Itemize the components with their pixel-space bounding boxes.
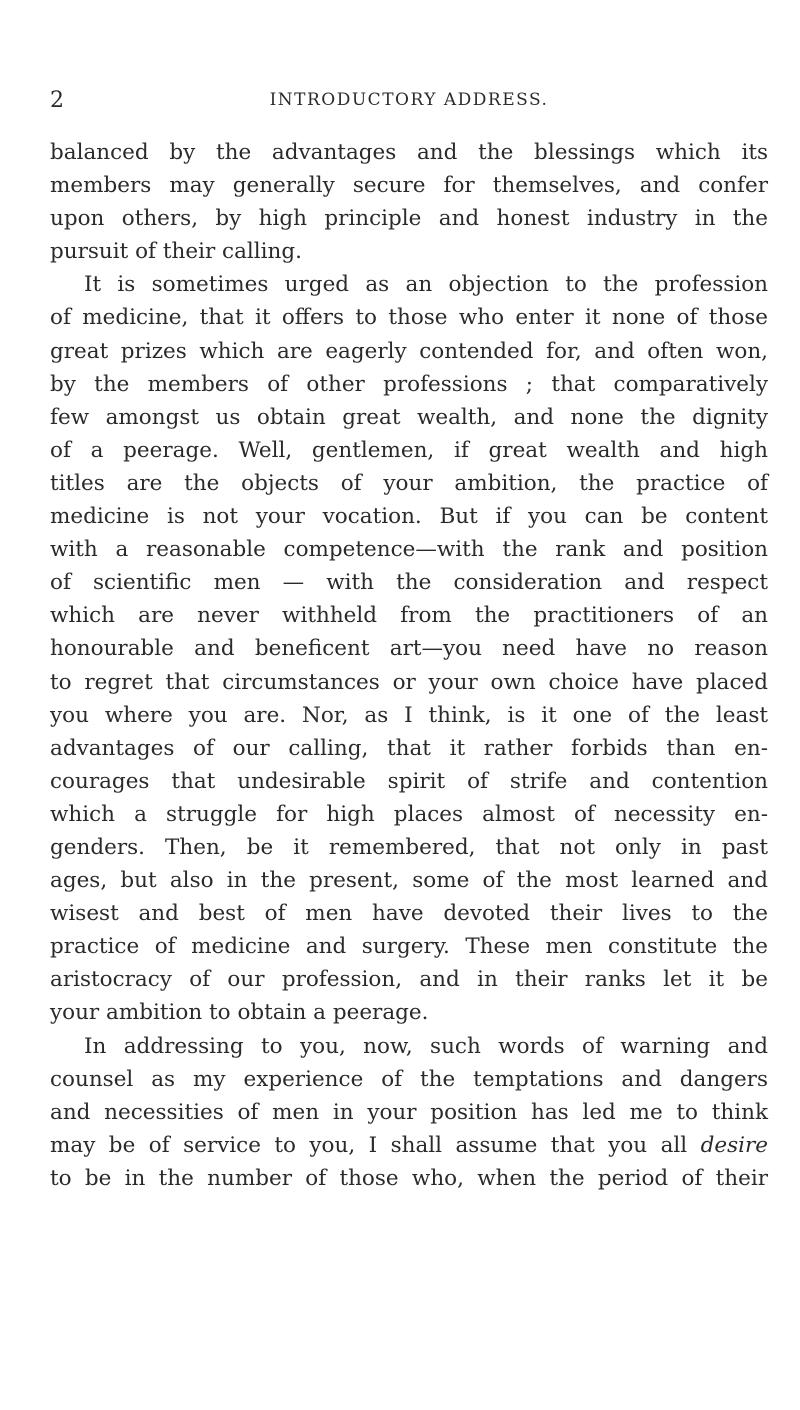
text-line [50,467,768,500]
text-line [50,1162,768,1195]
text-line-content: to be in the number of those who, when the period of their [50,1165,768,1191]
text-line-content: with a reasonable competence—with the rank and position [50,537,768,563]
text-line [50,599,768,632]
text-line [50,268,768,301]
text-line-content: great prizes which are eagerly contended for, and often won, [50,338,768,364]
text-line [50,897,768,930]
text-line [50,1096,768,1129]
text-line-content: members may generally secure for themselves, and confer [50,173,768,199]
text-line-content: practice of medicine and surgery. These men constitute the [50,934,768,960]
text-line-content: courages that undesirable spirit of strife and contention [50,768,768,794]
text-line-content: advantages of our calling, that it rather forbids than en- [50,735,768,761]
text-line [50,963,768,996]
text-line-content: you where you are. Nor, as I think, is it one of the least [50,702,768,728]
text-line [50,202,768,235]
text-line-content: pursuit of their calling. [50,239,302,265]
text-line-content: It is sometimes urged as an objection to the profession [84,272,768,298]
text-line [50,136,768,169]
text-line [50,401,768,434]
italic-word: desire [700,1132,768,1158]
text-line [50,930,768,963]
text-line-content: genders. Then, be it remembered, that not only in past [50,834,768,860]
text-line [50,666,768,699]
text-line-content: titles are the objects of your ambition, the practice of [50,470,768,496]
text-line [50,732,768,765]
text-line-content: which a struggle for high places almost of necessity en- [50,801,768,827]
text-line-content: your ambition to obtain a peerage. [50,1000,429,1026]
text-line [50,765,768,798]
text-line [50,996,768,1029]
text-line-content: In addressing to you, now, such words of warning and [84,1033,768,1059]
text-line-content: balanced by the advantages and the blessings which its [50,140,768,165]
running-head: INTRODUCTORY ADDRESS. [269,90,549,110]
text-line-content: ages, but also in the present, some of the most learned and [50,868,768,894]
text-line-content: and necessities of men in your position has led me to think [50,1099,768,1125]
text-line-content: counsel as my experience of the temptations and dangers [50,1066,768,1092]
text-line [50,500,768,533]
text-line [50,1129,768,1162]
text-line-content: upon others, by high principle and honest industry in the [50,206,768,232]
text-line-content: honourable and beneficent art—you need have no reason [50,636,768,662]
text-line [50,566,768,599]
text-line-content: of scientific men — with the consideration and respect [50,570,768,596]
page-number: 2 [50,88,64,113]
text-line-content: may be of service to you, I shall assume that you all [50,1132,701,1158]
text-line [50,169,768,202]
text-line [50,864,768,897]
text-line-content: which are never withheld from the practitioners of an [50,603,768,629]
text-line [50,831,768,864]
text-line [50,368,768,401]
text-line [50,434,768,467]
text-line [50,632,768,665]
text-line [50,798,768,831]
text-line [50,301,768,334]
text-line [50,235,768,268]
text-line-content: of a peerage. Well, gentlemen, if great wealth and high [50,437,768,463]
body-text [50,136,768,1195]
text-line [50,533,768,566]
text-line [50,1063,768,1096]
text-line-content: medicine is not your vocation. But if you can be content [50,504,768,530]
text-line [50,335,768,368]
text-line-content: wisest and best of men have devoted their lives to the [50,901,768,927]
text-line [50,699,768,732]
text-line-content [50,1129,768,1162]
text-line-content: to regret that circumstances or your own choice have placed [50,669,768,695]
text-line-content: aristocracy of our profession, and in their ranks let it be [50,967,768,993]
text-line-content: by the members of other professions ; that comparatively [50,371,768,397]
text-line [50,1030,768,1063]
text-line-content: of medicine, that it offers to those who enter it none of those [50,305,768,331]
page-header [50,88,768,116]
text-line-content: few amongst us obtain great wealth, and none the dignity [50,404,768,430]
